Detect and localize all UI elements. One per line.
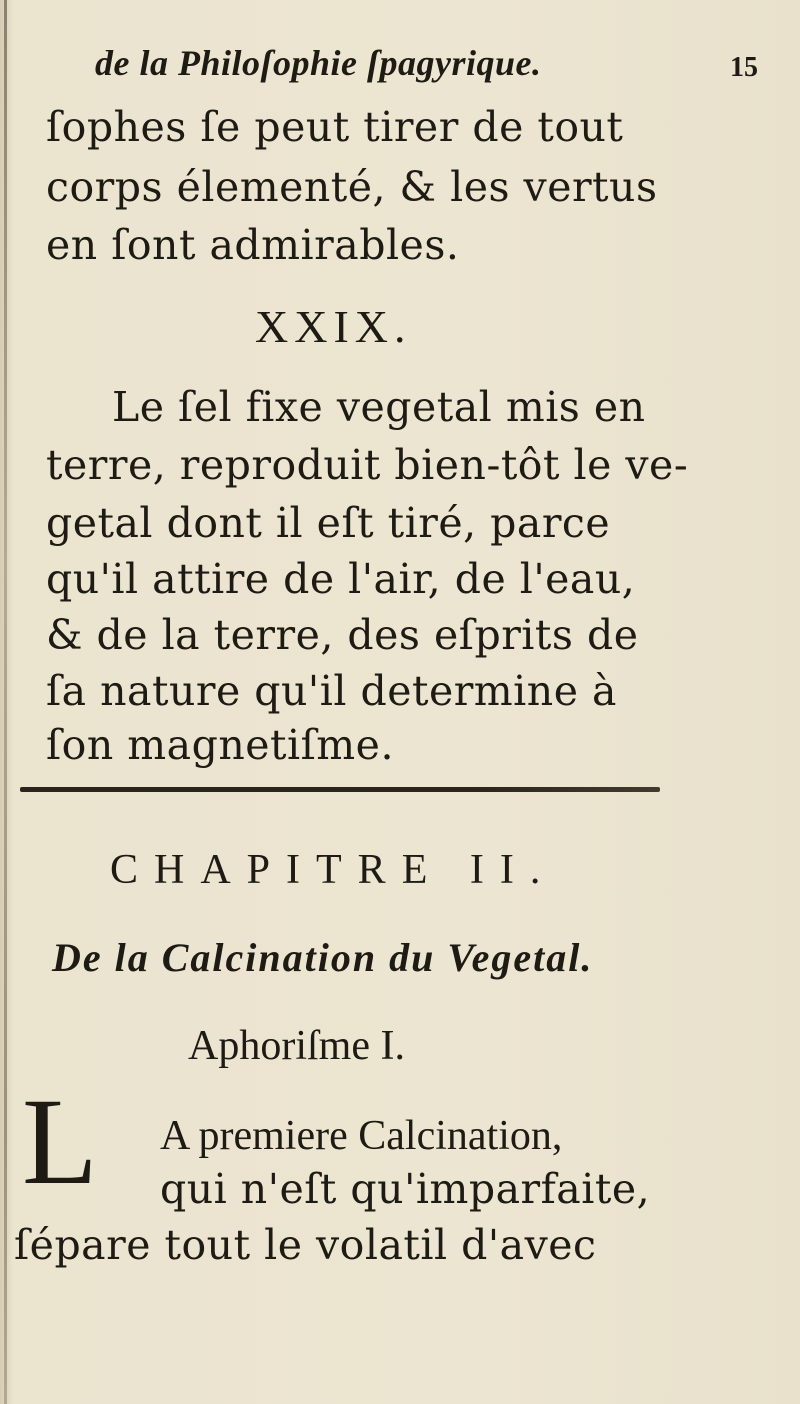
text-line: qu'il attire de l'air, de l'eau,: [46, 555, 636, 603]
text-line: A premiere Calcination,: [160, 1113, 563, 1159]
text-line: Le ſel fixe vegetal mis en: [112, 383, 646, 431]
text-line: terre, reproduit bien-tôt le ve-: [46, 441, 689, 489]
chapter-title: De la Calcination du Vegetal.: [52, 935, 594, 980]
text-line: & de la terre, des eſprits de: [46, 611, 639, 659]
aphorism-label: Aphoriſme I.: [188, 1023, 405, 1069]
text-line: getal dont il eſt tiré, parce: [46, 499, 611, 547]
text-line: ſophes ſe peut tirer de tout: [46, 103, 624, 151]
drop-cap: L: [22, 1073, 98, 1210]
section-number: XXIX.: [255, 301, 412, 352]
text-line: ſon magnetiſme.: [46, 721, 394, 769]
text-line: ſa nature qu'il determine à: [46, 667, 617, 715]
text-line: qui n'eſt qu'imparfaite,: [160, 1165, 651, 1213]
text-line: ſépare tout le volatil d'avec: [14, 1221, 597, 1269]
text-line: corps élementé, & les vertus: [46, 163, 658, 211]
running-head: de la Philoſophie ſpagyrique.: [95, 43, 542, 83]
page-gutter: [4, 0, 7, 1404]
page-number: 15: [730, 52, 758, 83]
chapter-rule: [20, 787, 660, 792]
chapter-heading: CHAPITRE II.: [110, 847, 557, 893]
text-line: en ſont admirables.: [46, 221, 460, 269]
